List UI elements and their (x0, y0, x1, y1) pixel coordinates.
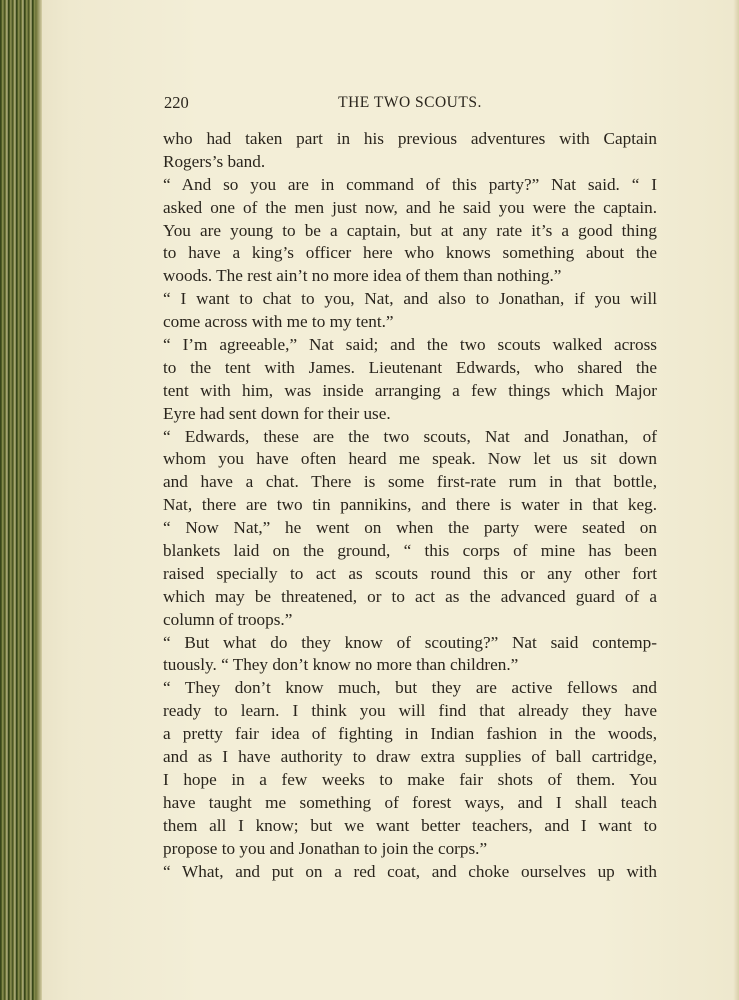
text-line: “ What, and put on a red coat, and choke ourselves up with (163, 861, 657, 881)
text-line: have taught me something of forest ways, and I shall teach (163, 792, 657, 812)
text-line: “ But what do they know of scouting?” Nat said contemp- (163, 632, 657, 652)
text-line: tent with him, was inside arranging a few things which Major (163, 380, 657, 400)
text-line: woods. The rest ain’t no more idea of them than nothing.” (163, 266, 562, 286)
text-line: column of troops.” (163, 609, 293, 629)
page-gutter (36, 0, 42, 1000)
text-line: who had taken part in his previous adventures with Captain (163, 129, 657, 148)
text-line: “ I want to chat to you, Nat, and also to Jonathan, if you will (163, 289, 657, 309)
page-header (164, 92, 656, 114)
text-line: “ I’m agreeable,” Nat said; and the two scouts walked across (163, 335, 657, 355)
text-line: propose to you and Jonathan to join the corps.” (163, 838, 488, 858)
text-line: to the tent with James. Lieutenant Edwards, who shared the (163, 357, 657, 377)
text-line: I hope in a few weeks to make fair shots of them. You (163, 769, 657, 789)
text-line: whom you have often heard me speak. Now let us sit down (163, 449, 657, 469)
text-line: tuously. “ They don’t know no more than children.” (163, 655, 519, 675)
text-line: Eyre had sent down for their use. (163, 403, 391, 423)
text-line: come across with me to my tent.” (163, 312, 394, 332)
text-line: which may be threatened, or to act as the advanced guard of a (163, 586, 657, 606)
text-line: to have a king’s officer here who knows something about the (163, 243, 657, 263)
text-line: ready to learn. I think you will find that already they have (163, 701, 657, 721)
text-line: Rogers’s band. (163, 151, 266, 171)
text-line: “ Edwards, these are the two scouts, Nat and Jonathan, of (163, 426, 657, 446)
text-line: “ They don’t know much, but they are active fellows and (163, 678, 657, 698)
body-text (163, 128, 657, 883)
text-line: them all I know; but we want better teachers, and I want to (163, 815, 657, 835)
page-number: 220 (164, 93, 189, 112)
text-line: blankets laid on the ground, “ this corps of mine has been (163, 541, 657, 561)
text-line: and have a chat. There is some first-rate rum in that bottle, (163, 472, 657, 492)
text-line: “ And so you are in command of this party?” Nat said. “ I (163, 174, 657, 194)
text-line: raised specially to act as scouts round this or any other fort (163, 563, 657, 583)
text-line: Nat, there are two tin pannikins, and there is water in that keg. (163, 495, 657, 515)
page-edge (733, 0, 739, 1000)
text-line: asked one of the men just now, and he said you were the captain. (163, 197, 657, 217)
text-line: a pretty fair idea of fighting in Indian fashion in the woods, (163, 724, 657, 744)
book-spine (0, 0, 40, 1000)
text-line: “ Now Nat,” he went on when the party were seated on (163, 518, 657, 538)
text-line: and as I have authority to draw extra supplies of ball cartridge, (163, 747, 657, 767)
text-line: You are young to be a captain, but at any rate it’s a good thing (163, 220, 657, 240)
running-head: THE TWO SCOUTS. (338, 94, 482, 111)
